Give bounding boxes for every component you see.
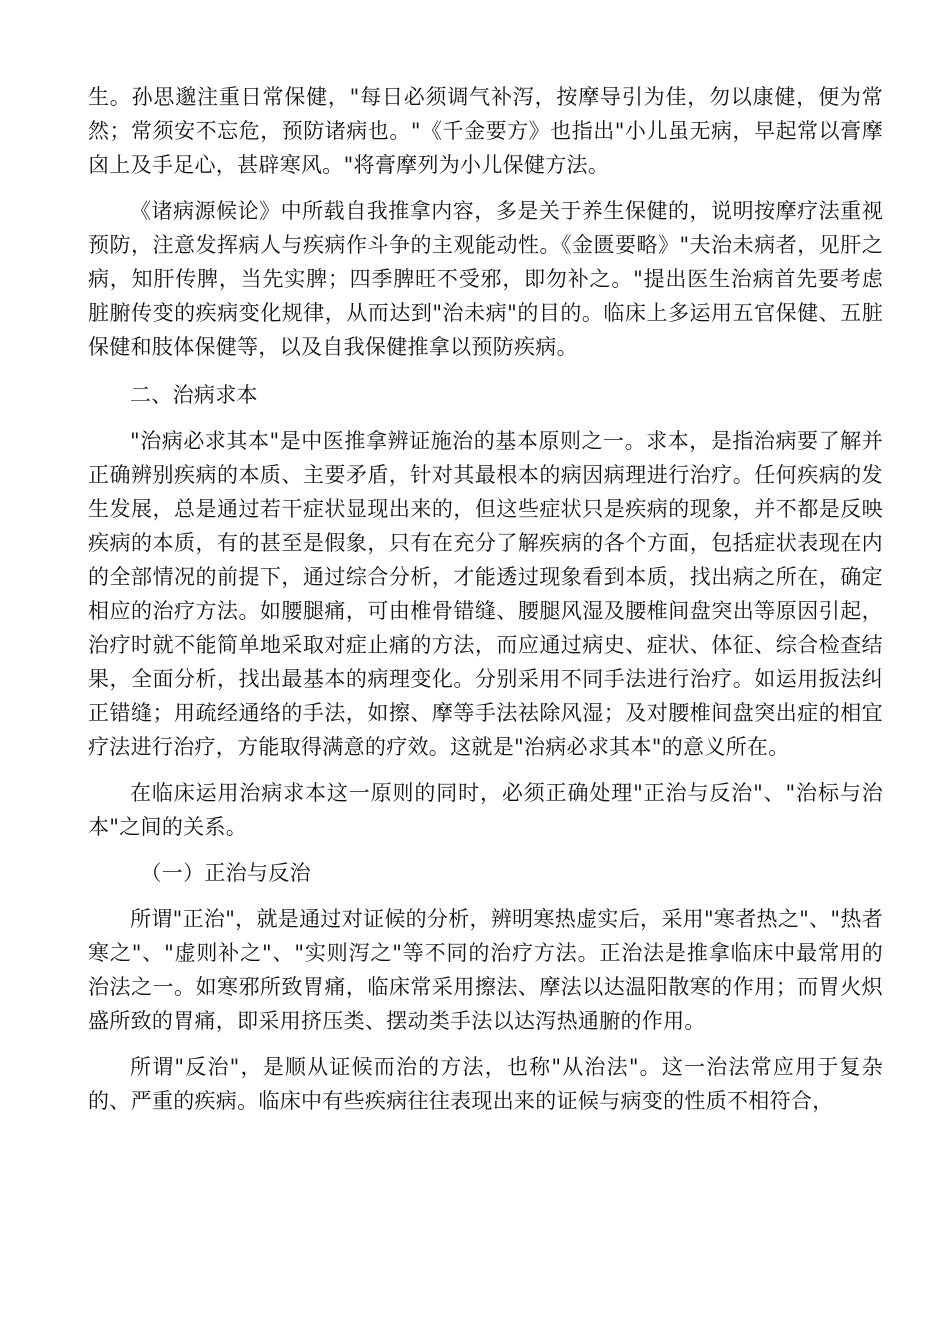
- paragraph-routine-treatment: 所谓"正治"，就是通过对证候的分析，辨明寒热虚实后，采用"寒者热之"、"热者寒之"、"虚则补之"、"实则泻之"等不同的治疗方法。正治法是推拿临床中最常用的治法之一。如寒邪所致胃痛，临床常采用擦法、摩法以达温阳散寒的作用；而胃火炽盛所致的胃痛，即采用挤压类、摆动类手法以达泻热通腑的作用。: [88, 907, 883, 1033]
- subsection-heading: （一）正治与反治: [140, 861, 311, 885]
- paragraph-prevention: 《诸病源候论》中所载自我推拿内容，多是关于养生保健的，说明按摩疗法重视预防，注意发挥病人与疾病作斗争的主观能动性。《金匮要略》"夫治未病者，见肝之病，知肝传脾，当先实脾；四季脾旺不受邪，即勿补之。"提出医生治病首先要考虑脏腑传变的疾病变化规律，从而达到"治未病"的目的。临床上多运用五官保健、五脏保健和肢体保健等，以及自我保健推拿以预防疾病。: [88, 199, 883, 359]
- paragraph-treat-root: "治病必求其本"是中医推拿辨证施治的基本原则之一。求本，是指治病要了解并正确辨别疾病的本质、主要矛盾，针对其最根本的病因病理进行治疗。任何疾病的发生发展，总是通过若干症状显现出来的，但这些症状只是疾病的现象，并不都是反映疾病的本质，有的甚至是假象，只有在充分了解疾病的各个方面，包括症状表现在内的全部情况的前提下，通过综合分析，才能透过现象看到本质，找出病之所在，确定相应的治疗方法。如腰腿痛，可由椎骨错缝、腰腿风湿及腰椎间盘突出等原因引起，治疗时就不能简单地采取对症止痛的方法，而应通过病史、症状、体征、综合检查结果，全面分析，找出最基本的病理变化。分别采用不同手法进行治疗。如运用扳法纠正错缝；用疏经通络的手法，如擦、摩等手法祛除风湿；及对腰椎间盘突出症的相宜疗法进行治疗，方能取得满意的疗效。这就是"治病必求其本"的意义所在。: [88, 429, 883, 759]
- paragraph-principle-relation: 在临床运用治病求本这一原则的同时，必须正确处理"正治与反治"、"治标与治本"之间的关系。: [88, 781, 883, 839]
- paragraph-contrary-treatment: 所谓"反治"，是顺从证候而治的方法，也称"从治法"。这一治法常应用于复杂的、严重的疾病。临床中有些疾病往往表现出来的证候与病变的性质不相符合，: [88, 1055, 883, 1113]
- section-heading: 二、治病求本: [130, 383, 258, 407]
- paragraph-continued: 生。孙思邈注重日常保健，"每日必须调气补泻，按摩导引为佳，勿以康健，便为常然；常须安不忘危，预防诸病也。"《千金要方》也指出"小儿虽无病，早起常以膏摩囟上及手足心，甚辟寒风。"将膏摩列为小儿保健方法。: [88, 85, 883, 177]
- document-page: [88, 80, 883, 1130]
